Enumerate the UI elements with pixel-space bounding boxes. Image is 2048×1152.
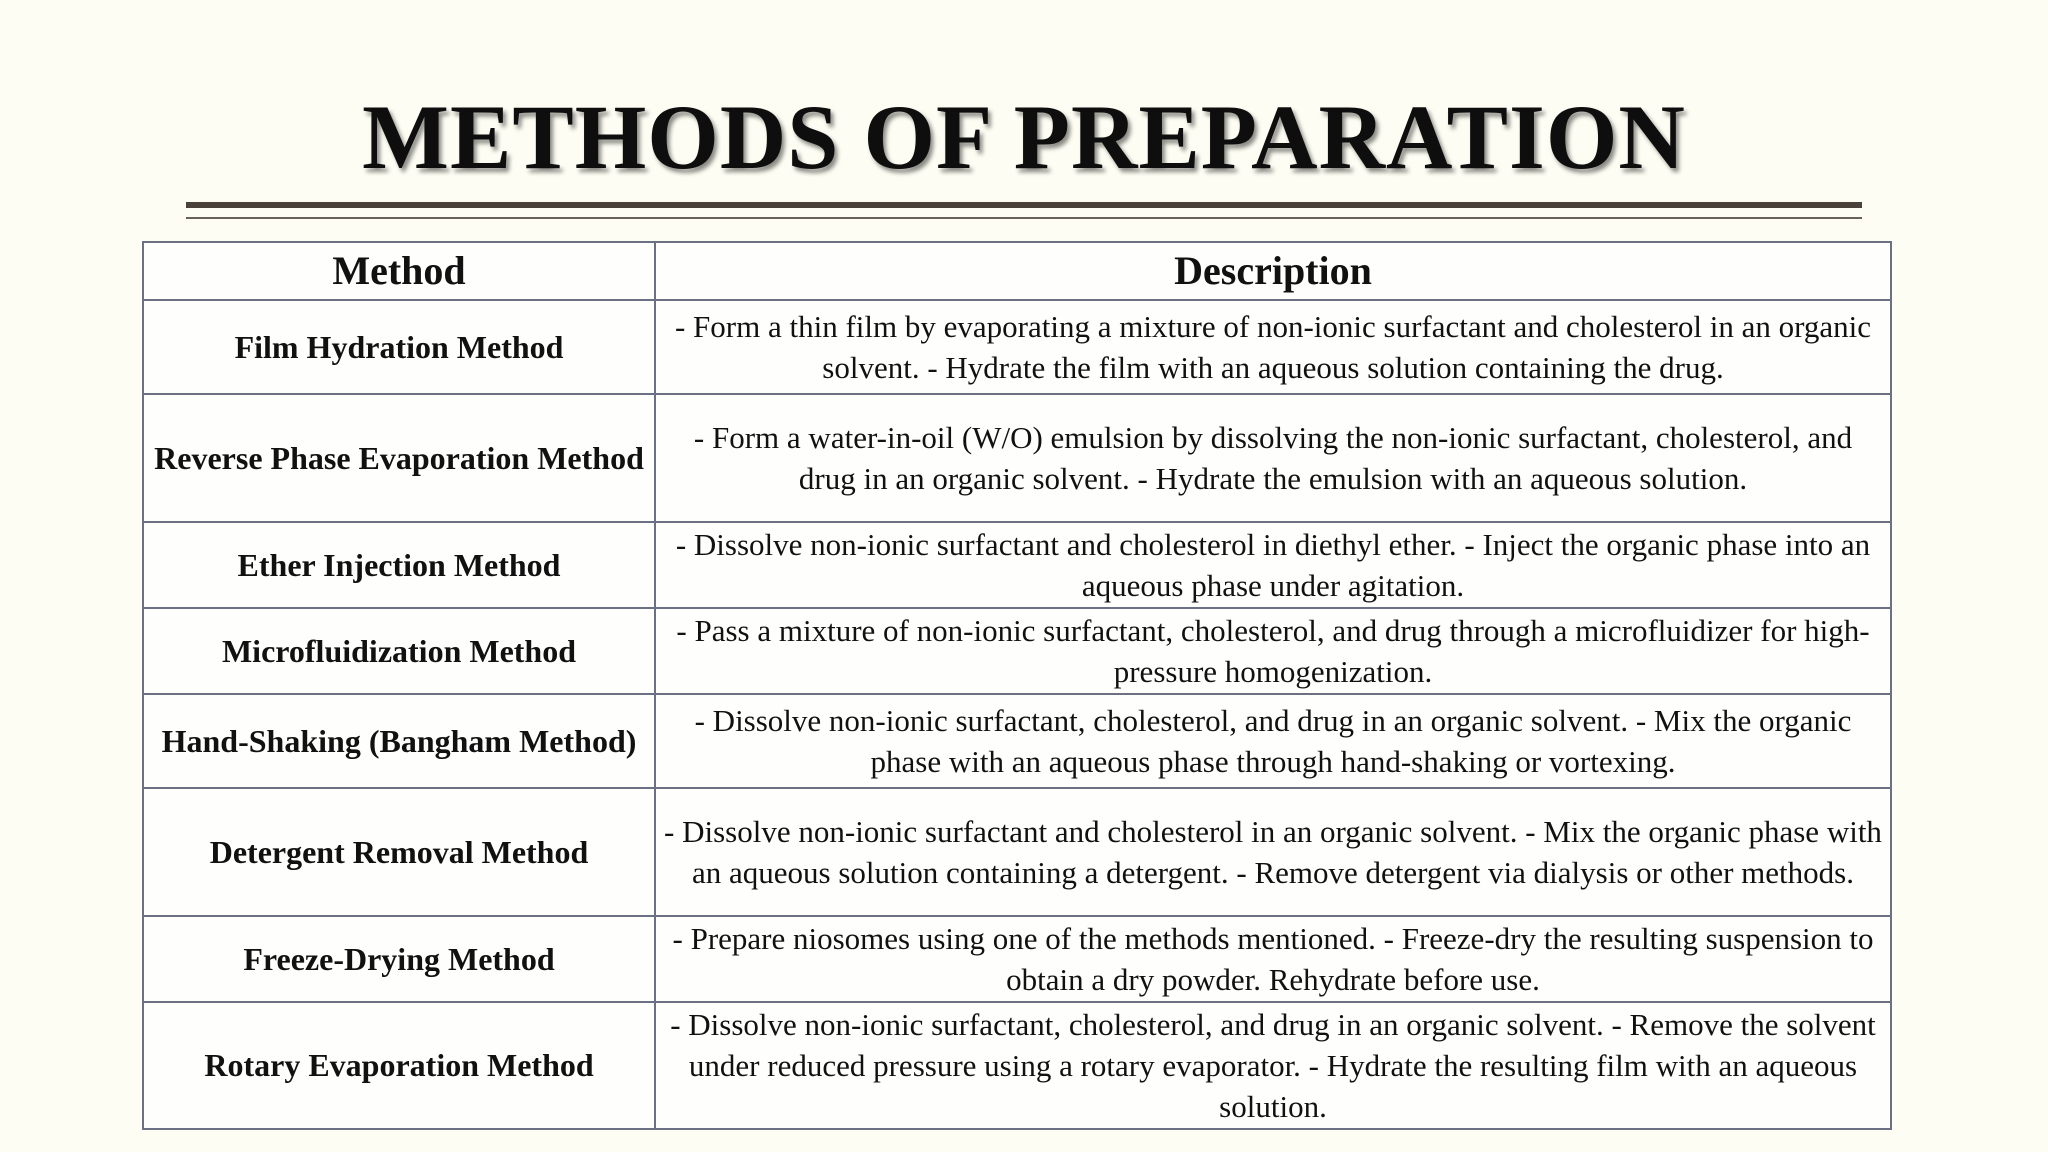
method-description: - Prepare niosomes using one of the methods mentioned. - Freeze-dry the resulting suspension to obtain a dry powder. Rehydrate before use.	[655, 916, 1891, 1002]
methods-table	[142, 241, 1892, 1130]
table-row	[143, 1002, 1891, 1129]
method-name: Film Hydration Method	[143, 300, 655, 394]
page-title: METHODS OF PREPARATION	[362, 86, 1686, 188]
method-name: Freeze-Drying Method	[143, 916, 655, 1002]
method-description: - Dissolve non-ionic surfactant and cholesterol in diethyl ether. - Inject the organic phase into an aqueous phase under agitation.	[655, 522, 1891, 608]
method-description: - Dissolve non-ionic surfactant, cholesterol, and drug in an organic solvent. - Remove the solvent under reduced pressure using a rotary evaporator. - Hydrate the resulting film with an aqueous solution.	[655, 1002, 1891, 1129]
method-name: Hand-Shaking (Bangham Method)	[143, 694, 655, 788]
table-row	[143, 608, 1891, 694]
table-row	[143, 788, 1891, 916]
column-header-method: Method	[143, 242, 655, 300]
column-header-description: Description	[655, 242, 1891, 300]
table-header-row	[143, 242, 1891, 300]
table-row	[143, 694, 1891, 788]
table-row	[143, 522, 1891, 608]
method-description: - Form a water-in-oil (W/O) emulsion by dissolving the non-ionic surfactant, cholesterol, and drug in an organic solvent. - Hydrate the emulsion with an aqueous solution.	[655, 394, 1891, 522]
method-name: Detergent Removal Method	[143, 788, 655, 916]
table-row	[143, 300, 1891, 394]
method-description: - Dissolve non-ionic surfactant and cholesterol in an organic solvent. - Mix the organic phase with an aqueous solution containing a detergent. - Remove detergent via dialysis or other methods.	[655, 788, 1891, 916]
table-row	[143, 916, 1891, 1002]
method-name: Ether Injection Method	[143, 522, 655, 608]
method-name: Microfluidization Method	[143, 608, 655, 694]
method-name: Reverse Phase Evaporation Method	[143, 394, 655, 522]
method-description: - Form a thin film by evaporating a mixture of non-ionic surfactant and cholesterol in an organic solvent. - Hydrate the film with an aqueous solution containing the drug.	[655, 300, 1891, 394]
method-name: Rotary Evaporation Method	[143, 1002, 655, 1129]
title-underline-thick	[186, 202, 1862, 208]
method-description: - Pass a mixture of non-ionic surfactant, cholesterol, and drug through a microfluidizer for high-pressure homogenization.	[655, 608, 1891, 694]
table-row	[143, 394, 1891, 522]
method-description: - Dissolve non-ionic surfactant, cholesterol, and drug in an organic solvent. - Mix the organic phase with an aqueous phase through hand-shaking or vortexing.	[655, 694, 1891, 788]
title-underline-thin	[186, 217, 1862, 219]
